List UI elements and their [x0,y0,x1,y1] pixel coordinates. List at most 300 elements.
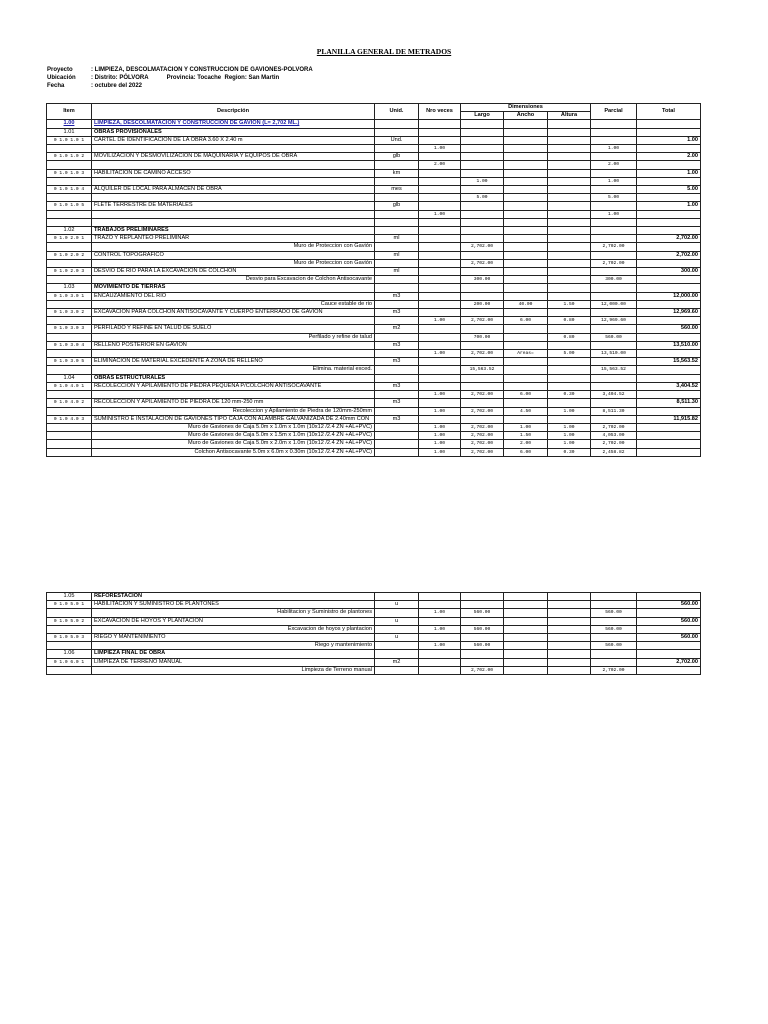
row-largo [461,128,504,136]
row-total [637,177,701,185]
row-veces: 1.00 [419,145,461,153]
row-total: 13,510.00 [637,341,701,349]
row-alto [548,325,591,333]
row-unid: ml [375,235,419,243]
row-total: 8,511.30 [637,399,701,407]
row-alto: 1.00 [548,432,591,440]
row-item: 1.03 [47,284,92,292]
row-parcial: 560.00 [591,625,637,633]
row-parcial: 15,563.52 [591,366,637,374]
row-unid: Und. [375,136,419,144]
row-alto [548,243,591,251]
row-total [637,391,701,399]
row-ancho [504,235,548,243]
row-veces: 2.00 [419,161,461,169]
row-largo: 2,702.00 [461,432,504,440]
row-ancho [504,169,548,177]
row-item: 0 1.0 1.0 3 [47,169,92,177]
row-unid: km [375,169,419,177]
row-unid: u [375,634,419,642]
row-unid [375,243,419,251]
row-ancho [504,634,548,642]
row-total [637,284,701,292]
row-unid: ml [375,268,419,276]
row-ancho [504,128,548,136]
row-ancho: 6.00 [504,448,548,456]
row-unid [375,407,419,415]
row-ancho [504,202,548,210]
row-largo [461,186,504,194]
row-descripcion: Excavacion de hoyos y plantacion [92,625,375,633]
row-total [637,300,701,308]
row-largo: 2,702.00 [461,243,504,251]
row-item: 0 1.0 2.0 1 [47,235,92,243]
row-ancho [504,309,548,317]
row-ancho: 1.00 [504,423,548,431]
row-veces [419,374,461,382]
row-parcial: 2.00 [591,161,637,169]
row-item: 0 1.0 1.0 1 [47,136,92,144]
header-descripcion: Descripción [92,104,375,120]
row-ancho: 6.00 [504,391,548,399]
table-row [47,186,701,194]
row-largo [461,601,504,609]
row-descripcion: RIEGO Y MANTENIMIENTO [92,634,375,642]
row-alto [548,415,591,423]
row-largo [461,153,504,161]
row-alto [548,642,591,650]
row-parcial: 560.00 [591,609,637,617]
row-parcial: 12,000.00 [591,300,637,308]
row-descripcion: ENCAUZAMIENTO DEL RIO [92,292,375,300]
row-largo [461,251,504,259]
row-item [47,300,92,308]
table-row [47,333,701,341]
row-ancho [504,120,548,128]
row-descripcion [92,161,375,169]
row-largo [461,210,504,218]
row-alto [548,202,591,210]
row-unid: m3 [375,415,419,423]
row-descripcion: Colchon Antisocavante 5.0m x 6.0m x 0.30m (10x12 /2.4 ZN +AL+PVC) [92,448,375,456]
row-item: 1.02 [47,227,92,235]
row-descripcion: RELLENO POSTERIOR EN GAVION [92,341,375,349]
row-descripcion: CARTEL DE IDENTIFICACION DE LA OBRA 3.60 X 2.40 m [92,136,375,144]
row-descripcion [92,350,375,358]
row-largo [461,382,504,390]
row-parcial: 2,702.00 [591,666,637,674]
row-veces [419,202,461,210]
row-alto [548,251,591,259]
row-descripcion: FLETE TERRESTRE DE MATERIALES [92,202,375,210]
row-total: 1.00 [637,169,701,177]
row-largo [461,235,504,243]
row-parcial [591,227,637,235]
row-ancho [504,325,548,333]
row-total [637,194,701,202]
table-row [47,625,701,633]
table-row [47,210,701,218]
row-unid: m3 [375,399,419,407]
row-unid [375,284,419,292]
row-ancho [504,650,548,658]
row-largo: 200.00 [461,300,504,308]
row-total [637,120,701,128]
row-item: 1.06 [47,650,92,658]
row-item: 0 1.0 1.0 5 [47,202,92,210]
row-ancho: Areas= [504,350,548,358]
row-alto: 0.30 [548,391,591,399]
row-parcial: 2,702.00 [591,259,637,267]
row-ancho [504,366,548,374]
row-veces: 1.00 [419,317,461,325]
table-row [47,448,701,456]
row-parcial [591,169,637,177]
row-alto [548,601,591,609]
header-dimensiones: Dimensiones [461,104,591,112]
row-alto [548,634,591,642]
row-unid: m3 [375,341,419,349]
table-row [47,251,701,259]
row-veces [419,358,461,366]
row-total: 12,000.00 [637,292,701,300]
table-row [47,317,701,325]
metrados-table [46,103,701,457]
row-veces: 1.00 [419,440,461,448]
row-item: 1.04 [47,374,92,382]
row-ancho [504,593,548,601]
row-unid: m3 [375,382,419,390]
row-item: 0 1.0 3.0 4 [47,341,92,349]
row-largo [461,358,504,366]
row-ancho [504,666,548,674]
row-parcial: 300.00 [591,276,637,284]
row-largo: 1.00 [461,177,504,185]
row-ancho [504,227,548,235]
row-parcial [591,292,637,300]
row-parcial: 8,511.30 [591,407,637,415]
row-total [637,243,701,251]
table-row [47,432,701,440]
row-item [47,177,92,185]
row-parcial [591,617,637,625]
row-alto [548,218,591,226]
row-descripcion: Desvio para Excavacion de Colchon Antisocavante [92,276,375,284]
row-total [637,259,701,267]
row-total [637,609,701,617]
row-total [637,593,701,601]
row-alto [548,366,591,374]
row-largo [461,268,504,276]
row-veces [419,666,461,674]
row-unid [375,423,419,431]
row-largo: 560.00 [461,609,504,617]
row-largo [461,634,504,642]
row-descripcion: HABILITACION DE CAMINO ACCESO [92,169,375,177]
row-parcial: 4,053.00 [591,432,637,440]
row-total: 2.00 [637,153,701,161]
row-parcial: 560.00 [591,333,637,341]
row-veces [419,601,461,609]
row-parcial: 560.00 [591,642,637,650]
row-ancho [504,292,548,300]
row-item [47,317,92,325]
row-parcial [591,341,637,349]
row-parcial [591,399,637,407]
row-alto [548,358,591,366]
row-alto: 1.50 [548,300,591,308]
row-total: 2,702.00 [637,235,701,243]
row-unid: ml [375,251,419,259]
row-parcial [591,218,637,226]
row-parcial [591,601,637,609]
row-descripcion: MOVILIZACION Y DESMOVILIZACION DE MAQUINARIA Y EQUIPOS DE OBRA [92,153,375,161]
row-largo: 560.00 [461,625,504,633]
row-descripcion: Elimina. material exced. [92,366,375,374]
row-ancho [504,276,548,284]
row-total [637,161,701,169]
row-total [637,350,701,358]
row-alto [548,120,591,128]
row-veces [419,617,461,625]
row-parcial [591,153,637,161]
row-largo [461,374,504,382]
row-ancho [504,177,548,185]
row-largo: 2,702.00 [461,259,504,267]
row-ancho [504,415,548,423]
row-ancho [504,374,548,382]
row-veces [419,227,461,235]
row-veces [419,658,461,666]
row-parcial: 1.00 [591,177,637,185]
row-item [47,609,92,617]
row-veces [419,259,461,267]
row-veces: 1.00 [419,407,461,415]
row-item: 0 1.0 5.0 1 [47,601,92,609]
row-veces [419,120,461,128]
row-alto [548,259,591,267]
row-total [637,448,701,456]
table-row [47,601,701,609]
row-alto [548,186,591,194]
row-descripcion: EXCAVACION DE HOYOS Y PLANTACION [92,617,375,625]
row-ancho [504,284,548,292]
row-descripcion: CONTROL TOPOGRAFICO [92,251,375,259]
row-parcial [591,202,637,210]
row-unid [375,609,419,617]
table-row [47,617,701,625]
row-item: 0 1.0 3.0 5 [47,358,92,366]
row-parcial [591,186,637,194]
row-item [47,333,92,341]
row-parcial [591,358,637,366]
row-alto [548,374,591,382]
row-ancho: 6.00 [504,317,548,325]
row-alto [548,268,591,276]
row-ancho [504,136,548,144]
row-alto [548,210,591,218]
project-info: Proyecto : LIMPIEZA, DESCOLMATACION Y CONSTRUCCION DE GAVIONES-POLVORA Ubicación : Distrito: PÓLVORA Provincia: Tocache Region: San Martin Fecha : octubre del 2022 [47,67,313,89]
row-parcial [591,415,637,423]
table-row [47,276,701,284]
row-ancho [504,341,548,349]
row-ancho [504,186,548,194]
row-veces: 1.00 [419,448,461,456]
row-unid [375,374,419,382]
row-unid [375,366,419,374]
row-ancho [504,658,548,666]
row-alto: 0.80 [548,317,591,325]
header-item: Item [47,104,92,120]
row-item [47,145,92,153]
row-item [47,210,92,218]
table-row [47,120,701,128]
row-descripcion: PERFILADO Y REFINE EN TALUD DE SUELO [92,325,375,333]
row-veces [419,268,461,276]
row-descripcion: REFORESTACION [92,593,375,601]
row-ancho [504,259,548,267]
row-alto [548,169,591,177]
row-largo: 5.00 [461,194,504,202]
table-row [47,218,701,226]
table-row [47,227,701,235]
row-total: 12,969.60 [637,309,701,317]
row-parcial: 2,702.00 [591,440,637,448]
row-largo [461,309,504,317]
table-row [47,399,701,407]
row-alto [548,235,591,243]
row-largo [461,593,504,601]
row-alto: 1.00 [548,407,591,415]
row-descripcion [92,218,375,226]
row-unid [375,333,419,341]
row-unid: u [375,617,419,625]
row-unid [375,448,419,456]
row-veces [419,341,461,349]
table-row [47,243,701,251]
row-descripcion: EXCAVACION PARA COLCHON ANTISOCAVANTE Y CUERPO ENTERRADO DE GAVION [92,309,375,317]
row-veces: 1.00 [419,625,461,633]
row-parcial: 13,510.00 [591,350,637,358]
row-total: 300.00 [637,268,701,276]
row-parcial: 3,404.52 [591,391,637,399]
row-total [637,333,701,341]
row-descripcion [92,177,375,185]
row-largo [461,161,504,169]
header-parcial: Parcial [591,104,637,120]
row-alto: 0.30 [548,448,591,456]
row-largo [461,325,504,333]
row-total [637,642,701,650]
row-alto [548,177,591,185]
table-row [47,440,701,448]
row-veces: 1.00 [419,609,461,617]
table-row [47,136,701,144]
row-item: 1.05 [47,593,92,601]
row-descripcion: LIMPIEZA FINAL DE OBRA [92,650,375,658]
table-row [47,235,701,243]
row-parcial [591,658,637,666]
row-descripcion: Muro de Gaviones de Caja 5.0m x 2.0m x 1.0m (10x12 /2.4 ZN +AL+PVC) [92,440,375,448]
row-unid [375,128,419,136]
row-unid: m3 [375,292,419,300]
row-largo: 2,702.00 [461,317,504,325]
document-title: PLANILLA GENERAL DE METRADOS [316,47,452,56]
row-parcial [591,634,637,642]
row-veces [419,309,461,317]
row-veces [419,169,461,177]
row-total [637,650,701,658]
row-total: 1.00 [637,202,701,210]
row-total [637,666,701,674]
table-row [47,145,701,153]
row-unid [375,625,419,633]
table-row [47,358,701,366]
row-alto [548,341,591,349]
row-ancho [504,333,548,341]
table-row [47,593,701,601]
row-unid: mes [375,186,419,194]
row-ancho [504,218,548,226]
row-item [47,276,92,284]
row-ancho [504,642,548,650]
row-descripcion: RECOLECCION Y APILAMIENTO DE PIEDRA DE 120 mm-250 mm [92,399,375,407]
row-parcial [591,593,637,601]
row-ancho: 40.00 [504,300,548,308]
row-descripcion: Muro de Proteccion con Gavión [92,259,375,267]
row-item: 0 1.0 4.0 3 [47,415,92,423]
row-alto [548,593,591,601]
row-veces [419,366,461,374]
row-unid [375,650,419,658]
table-row [47,650,701,658]
row-alto: 1.00 [548,440,591,448]
row-unid [375,593,419,601]
row-total [637,128,701,136]
row-total: 560.00 [637,325,701,333]
row-alto [548,136,591,144]
row-veces [419,136,461,144]
row-unid [375,666,419,674]
row-total [637,432,701,440]
row-largo [461,658,504,666]
row-total: 15,563.52 [637,358,701,366]
row-ancho [504,382,548,390]
row-largo: 2,702.00 [461,440,504,448]
row-unid [375,391,419,399]
row-total [637,625,701,633]
table-row [47,284,701,292]
row-total [637,440,701,448]
row-largo: 15,563.52 [461,366,504,374]
row-descripcion: RECOLECCION Y APILAMIENTO DE PIEDRA PEQUEÑA P/COLCHON ANTISOCAVANTE [92,382,375,390]
row-parcial [591,284,637,292]
row-largo [461,169,504,177]
row-total [637,366,701,374]
row-descripcion: Muro de Gaviones de Caja 5.0m x 1.0m x 1.0m (10x12 /2.4 ZN +AL+PVC) [92,423,375,431]
table-row [47,415,701,423]
row-veces [419,634,461,642]
row-alto: 1.00 [548,423,591,431]
row-parcial [591,251,637,259]
row-descripcion: HABILITACION Y SUMINISTRO DE PLANTONES [92,601,375,609]
row-item [47,259,92,267]
row-alto [548,145,591,153]
row-veces [419,650,461,658]
row-parcial [591,374,637,382]
row-veces [419,300,461,308]
row-veces: 1.00 [419,391,461,399]
